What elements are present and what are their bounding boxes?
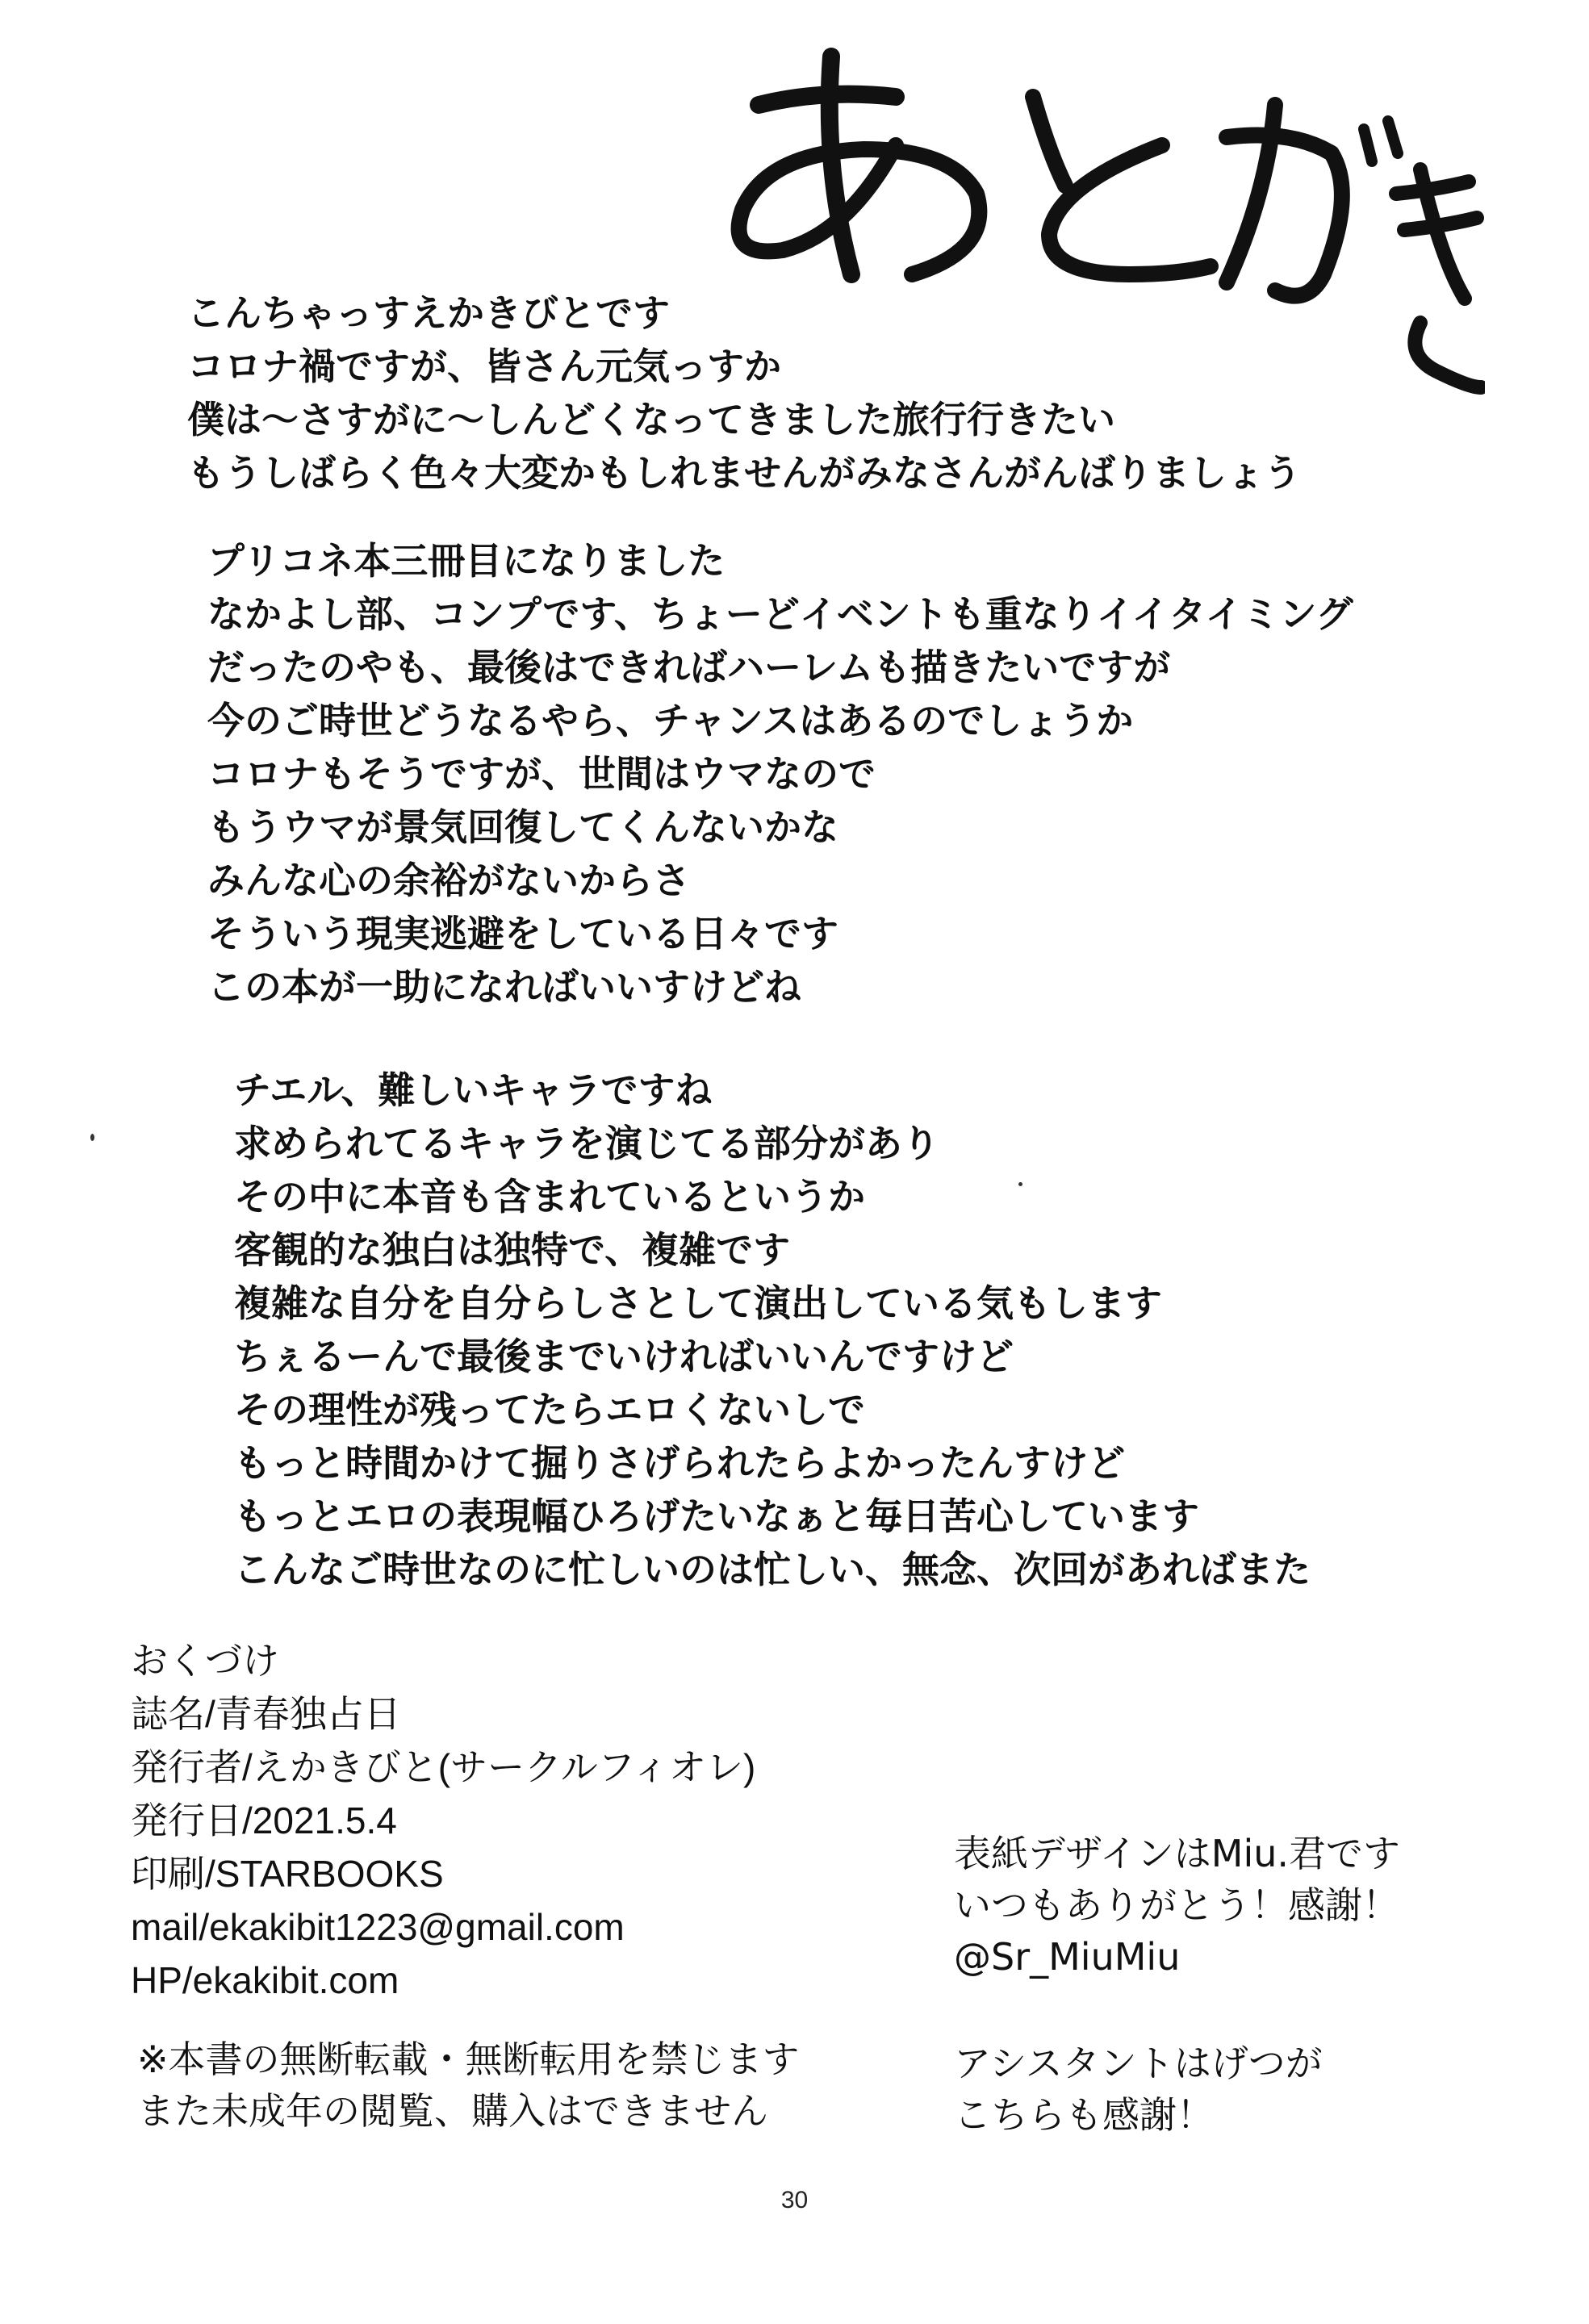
paragraph-line: こんなご時世なのに忙しいのは忙しい、無念、次回があればまた xyxy=(234,1548,1311,1591)
paragraph-chieru xyxy=(234,1064,1311,1596)
paragraph-line: チエル、難しいキャラですね xyxy=(234,1068,713,1112)
colophon xyxy=(131,1634,755,2007)
paragraph-line: この本が一助になればいいすけどね xyxy=(207,965,801,1009)
intro-line: もうしばらく色々大変かもしれませんがみなさんがんばりましょう xyxy=(187,451,1301,495)
paragraph-line: なかよし部、コンプです、ちょーどイベントも重なりイイタイミング xyxy=(207,592,1353,636)
colophon-mail: mail/ekakibit1223@gmail.com xyxy=(131,1906,625,1948)
colophon-date: 発行日/2021.5.4 xyxy=(131,1799,397,1841)
paragraph-line: その理性が残ってたらエロくないしで xyxy=(234,1388,865,1432)
paragraph-line: ちぇるーんで最後までいければいいんですけど xyxy=(234,1335,1014,1378)
intro-line: 僕は〜さすがに〜しんどくなってきました旅行行きたい xyxy=(187,398,1115,441)
paragraph-line: もっとエロの表現幅ひろげたいなぁと毎日苦心しています xyxy=(234,1494,1199,1538)
paragraph-line: そういう現実逃避をしている日々です xyxy=(207,912,838,955)
paragraph-line: 今のご時世どうなるやら、チャンスはあるのでしょうか xyxy=(207,699,1134,742)
paragraph-priconne xyxy=(207,534,1353,1014)
credits-cover-design xyxy=(954,1828,1400,1983)
intro-line: こんちゃっすえかきびとです xyxy=(187,291,670,335)
paragraph-line: 客観的な独白は独特で、複雑です xyxy=(234,1228,791,1272)
colophon-title: 誌名/青春独占日 xyxy=(131,1693,401,1735)
paragraph-line: もっと時間かけて掘りさげられたらよかったんすけど xyxy=(234,1441,1125,1485)
credits-line: 表紙デザインはMiu.君です xyxy=(954,1832,1401,1875)
colophon-homepage: HP/ekakibit.com xyxy=(131,1959,399,2001)
paragraph-line: みんな心の余裕がないからさ xyxy=(207,859,690,902)
ink-speck xyxy=(90,1134,94,1141)
paragraph-line: 求められてるキャラを演じてる部分があり xyxy=(234,1122,939,1165)
paragraph-line: もうウマが景気回復してくんないかな xyxy=(207,805,838,849)
colophon-heading: おくづけ xyxy=(131,1640,279,1682)
colophon-publisher: 発行者/えかきびと(サークルフィオレ) xyxy=(131,1746,756,1788)
copyright-notice xyxy=(137,2034,800,2137)
paragraph-line: プリコネ本三冊目になりました xyxy=(207,539,726,583)
credits-handle: @Sr_MiuMiu xyxy=(954,1935,1181,1979)
credits-line: いつもありがとう！感謝！ xyxy=(954,1883,1399,1927)
colophon-printer: 印刷/STARBOOKS xyxy=(131,1853,444,1895)
paragraph-line: コロナもそうですが、世間はウマなので xyxy=(207,752,876,796)
paragraph-line: だったのやも、最後はできればハーレムも描きたいですが xyxy=(207,646,1171,689)
credits-line: アシスタントはげつが xyxy=(954,2042,1323,2085)
intro-line: コロナ禍ですが、皆さん元気っすか xyxy=(187,345,781,388)
paragraph-line: その中に本音も含まれているというか xyxy=(234,1175,865,1218)
notice-line: また未成年の閲覧、購入はできません xyxy=(137,2089,768,2133)
credits-line: こちらも感謝！ xyxy=(954,2093,1214,2137)
notice-line: ※本書の無断転載・無断転用を禁じます xyxy=(137,2038,800,2081)
paragraph-line: 複雑な自分を自分らしさとして演出している気もします xyxy=(234,1281,1162,1325)
credits-assistant xyxy=(954,2038,1323,2141)
page-number: 30 xyxy=(780,2187,809,2213)
intro-paragraph xyxy=(187,286,1301,499)
ink-speck xyxy=(1018,1182,1022,1186)
